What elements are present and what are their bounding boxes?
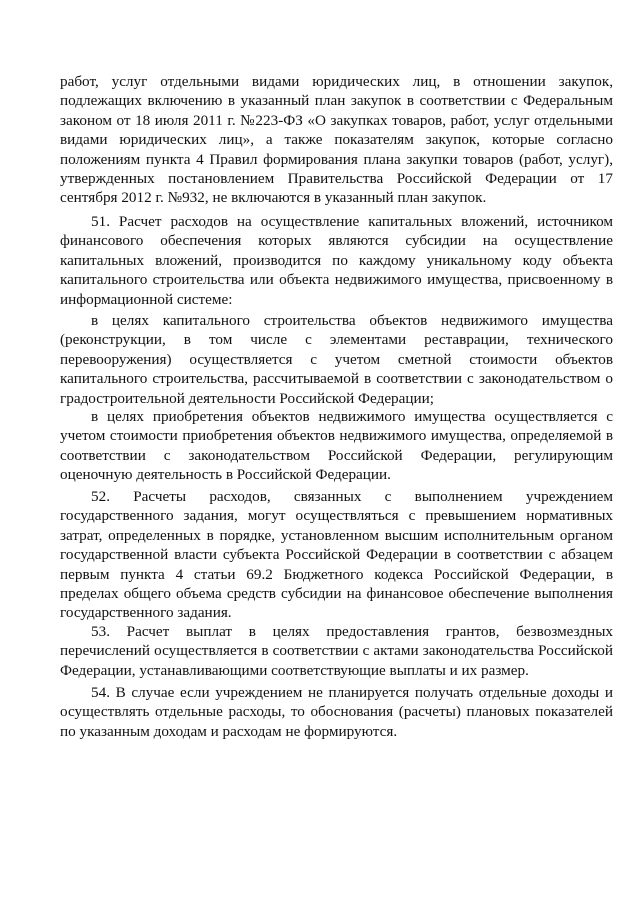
text-line: затрат, определенных в порядке, установленном высшим исполнительным органом [60, 526, 613, 544]
text-line: перевооружения) осуществляется с учетом сметной стоимости объектов [60, 350, 613, 368]
text-line: оценочную деятельность в Российской Федерации. [60, 466, 391, 484]
text-line: подлежащих включению в указанный план закупок в соответствии с Федеральным [60, 92, 613, 110]
paragraph-54 [60, 683, 613, 741]
text-line: в целях приобретения объектов недвижимого имущества осуществляется с [91, 408, 613, 425]
paragraph-51-acquisition [60, 407, 613, 485]
paragraph-51 [60, 212, 613, 309]
text-line: учетом стоимости приобретения объектов недвижимого имущества, определяемой в [60, 427, 613, 445]
text-line: капитального строительства, рассчитываемой в соответствии с законодательством о [60, 370, 613, 388]
text-line: видами юридических лиц», а также показателям закупок, которые согласно [60, 131, 613, 149]
text-line: по указанным доходам и расходам не формируются. [60, 722, 398, 740]
text-line: градостроительной деятельности Российской Федерации; [60, 389, 434, 407]
text-line: осуществлять отдельные расходы, то обоснования (расчеты) плановых показателей [60, 703, 613, 721]
text-line: (реконструкции, в том числе с элементами реставрации, технического [60, 331, 613, 349]
text-line: положениям пункта 4 Правил формирования плана закупки товаров (работ, услуг), [60, 150, 613, 168]
paragraph-53 [60, 622, 613, 680]
text-line: капитальных вложений, производится по каждому уникальному коду объекта [60, 251, 613, 269]
text-line: государственного задания, могут осуществляться с превышением нормативных [60, 507, 613, 525]
paragraph-52 [60, 487, 613, 623]
text-line: 53. Расчет выплат в целях предоставления грантов, безвозмездных [91, 623, 613, 640]
text-line: капитального строительства или объекта недвижимого имущества, присвоенному в [60, 271, 613, 289]
text-line: соответствии с законодательством Российской Федерации, регулирующим [60, 446, 613, 464]
text-line: информационной системе: [60, 290, 233, 308]
text-line: 54. В случае если учреждением не планируется получать отдельные доходы и [91, 684, 613, 701]
text-line: работ, услуг отдельными видами юридических лиц, в отношении закупок, [60, 73, 613, 90]
text-line: первым пункта 4 статьи 69.2 Бюджетного кодекса Российской Федерации, в [60, 565, 613, 583]
text-line: финансового обеспечения которых являются субсидии на осуществление [60, 232, 613, 250]
text-line: утвержденных постановлением Правительства Российской Федерации от 17 [60, 169, 613, 187]
text-line: пределах общего объема средств субсидии на финансовое обеспечение выполнения [60, 584, 613, 602]
text-line: 52. Расчеты расходов, связанных с выполнением учреждением [91, 488, 613, 505]
text-line: 51. Расчет расходов на осуществление капитальных вложений, источником [91, 213, 613, 230]
text-line: перечислений осуществляется в соответствии с актами законодательства Российской [60, 642, 613, 660]
paragraph-continuation [60, 72, 613, 208]
text-line: в целях капитального строительства объектов недвижимого имущества [91, 312, 613, 329]
text-line: государственной власти субъекта Российской Федерации в соответствии с абзацем [60, 546, 613, 564]
text-line: государственного задания. [60, 604, 232, 622]
paragraph-51-construction [60, 311, 613, 408]
text-line: сентября 2012 г. №932, не включаются в указанный план закупок. [60, 189, 487, 207]
text-line: законом от 18 июля 2011 г. №223-ФЗ «О закупках товаров, работ, услуг отдельными [60, 111, 613, 129]
text-line: Федерации, устанавливающими соответствующие выплаты и их размер. [60, 661, 529, 679]
